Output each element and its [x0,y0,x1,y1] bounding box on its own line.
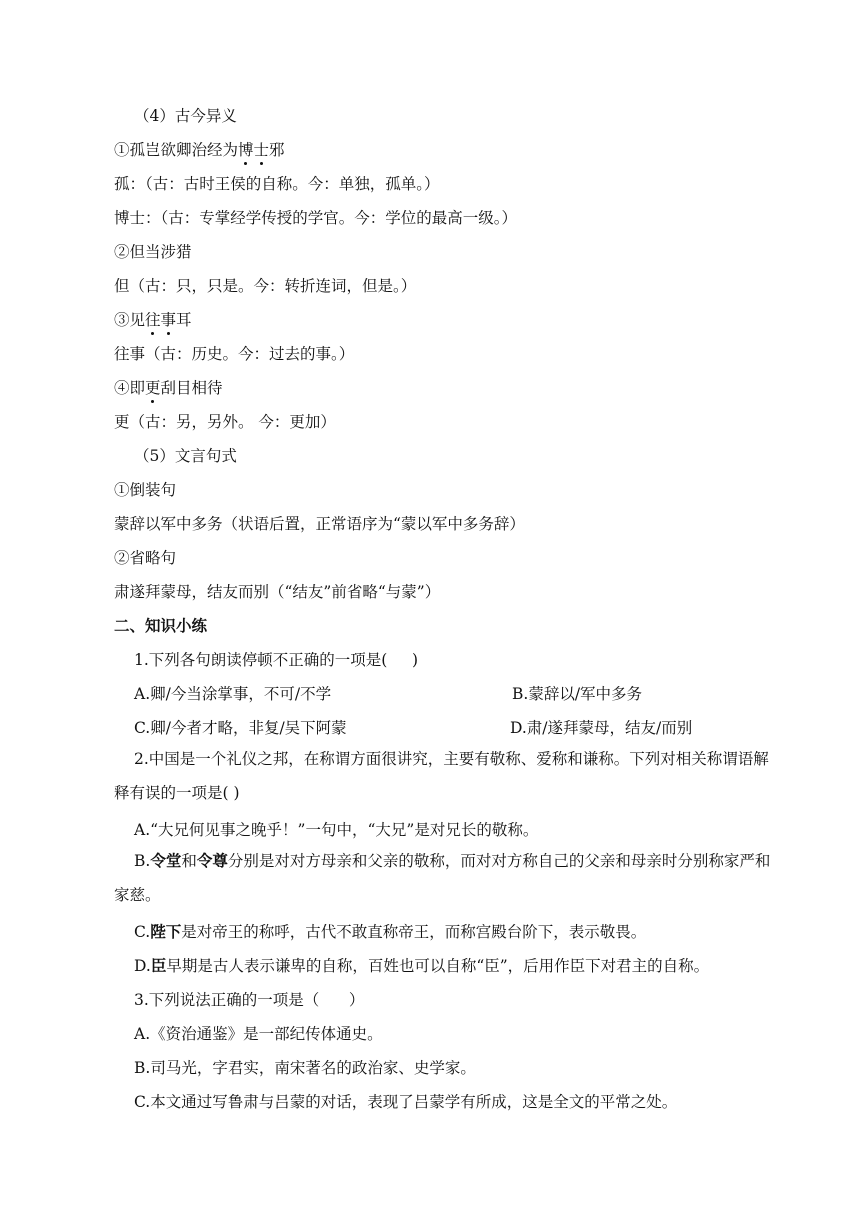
dotted-char: 更 [145,379,161,397]
question-1-options-cd [134,718,693,738]
option-b: B.蒙辞以/军中多务 [512,685,643,703]
explanation-geng: 更（古：另，另外。 今：更加） [114,413,336,431]
dotted-char: 事 [160,311,177,329]
question-2-option-c: C.陛下是对帝王的称呼，古代不敢直称帝王，而称宫殿台阶下，表示敬畏。 [134,923,647,941]
question-2-option-a: A.“大兄何见事之晚乎！”一句中，“大兄”是对兄长的敬称。 [134,821,539,839]
inversion-example: 蒙辞以军中多务（状语后置，正常语序为“蒙以军中多务辞） [114,515,525,533]
section-heading-ancient-modern-meaning: （4）古今异义 [134,107,237,125]
option-d: D.肃/遂拜蒙母，结友/而别 [510,719,693,737]
example-sentence-2: ②但当涉猎 [114,243,192,261]
question-3-stem: 3.下列说法正确的一项是（ ） [134,991,365,1009]
option-c: C.卿/今者才略，非复/吴下阿蒙 [134,719,347,737]
explanation-gu: 孤：（古：古时王侯的自称。今：单独，孤单。） [114,175,440,193]
ellipsis-example: 肃遂拜蒙母，结友而别（“结友”前省略“与蒙”） [114,583,441,601]
question-2-stem: 2.中国是一个礼仪之邦，在称谓方面很讲究，主要有敬称、爱称和谦称。下列对相关称谓语解释有误的一项是( ) [114,750,769,802]
explanation-dan: 但（古：只，只是。今：转折连词，但是。） [114,277,417,295]
question-1-options-ab [134,684,643,704]
question-2-option-b: B.令堂和令尊分别是对对方母亲和父亲的敬称，而对对方称自己的父亲和母亲时分别称家严和家慈。 [114,852,771,904]
option-a: A.卿/今当涂掌事，不可/不学 [134,685,332,703]
question-3-option-a: A.《资治通鉴》是一部纪传体通史。 [134,1025,383,1043]
pattern-inversion: ①倒装句 [114,481,177,499]
dotted-char: 博 [238,141,254,159]
example-sentence-1: ①孤岂欲卿治经为博士邪 [114,141,285,159]
section-heading-sentence-patterns: （5）文言句式 [134,447,237,465]
question-3-option-c: C.本文通过写鲁肃与吕蒙的对话，表现了吕蒙学有所成，这是全文的平常之处。 [134,1093,678,1111]
dotted-char: 士 [253,141,270,159]
dotted-char: 往 [145,311,161,329]
part-heading-practice: 二、知识小练 [114,617,208,635]
explanation-boshi: 博士：（古：专掌经学传授的学官。今：学位的最高一级。） [114,209,518,227]
example-sentence-4: ④即更刮目相待 [114,379,223,397]
question-1-stem: 1.下列各句朗读停顿不正确的一项是( ) [134,651,419,669]
pattern-ellipsis: ②省略句 [114,549,177,567]
question-3-option-b: B.司马光，字君实，南宋著名的政治家、史学家。 [134,1059,476,1077]
example-sentence-3: ③见往事耳 [114,311,192,329]
explanation-wangshi: 往事（古：历史。今：过去的事。） [114,345,355,363]
question-2-option-d: D.臣早期是古人表示谦卑的自称，百姓也可以自称“臣”，后用作臣下对君主的自称。 [134,957,710,975]
